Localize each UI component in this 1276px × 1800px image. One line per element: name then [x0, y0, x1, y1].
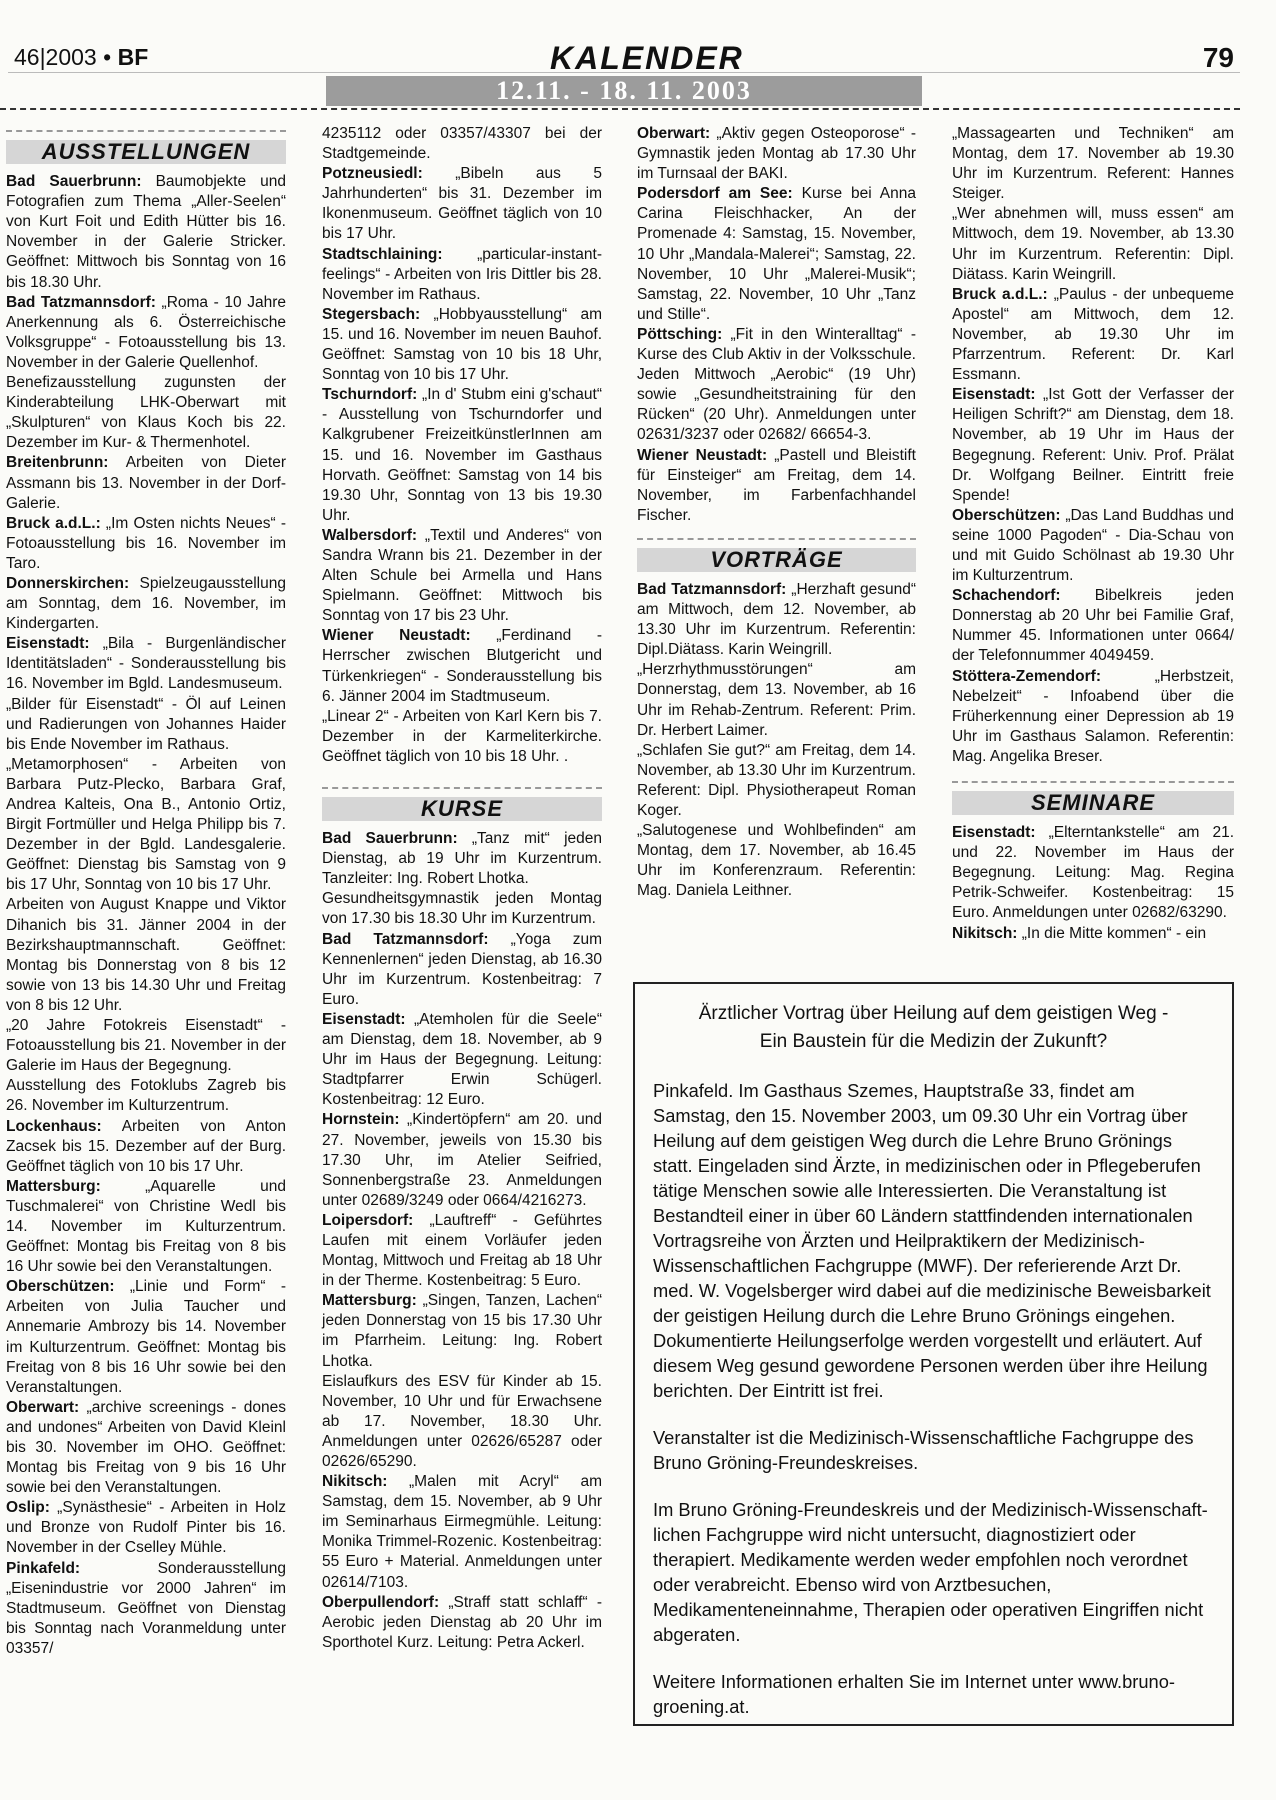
- event-place: Oslip:: [6, 1499, 50, 1517]
- event-entry: [637, 325, 916, 446]
- event-text: „Straff statt schlaff“ - Aerobic jeden Dienstag ab 20 Uhr im Sporthotel Kurz. Leitung: Petra Ackerl.: [322, 1593, 602, 1651]
- event-text: „Yoga zum Kennenlernen“ jeden Dienstag, ab 16.30 Uhr im Kurzentrum. Kostenbeitrag: 7 Euro.: [322, 930, 602, 1008]
- event-place: Stegersbach:: [322, 305, 421, 323]
- event-entry: [952, 385, 1234, 506]
- event-place: Mattersburg:: [6, 1177, 101, 1195]
- event-place: Bad Sauerbrunn:: [322, 830, 458, 848]
- event-entry: [6, 1398, 286, 1498]
- announcement-title: Ärztlicher Vortrag über Heilung auf dem geistigen Weg - Ein Baustein für die Medizin der Zukunft?: [698, 1003, 1169, 1052]
- event-list: [322, 124, 602, 767]
- event-place: Oberwart:: [6, 1398, 80, 1416]
- event-text: Spielzeugausstellung am Sonntag, dem 16. November, im Kindergarten.: [6, 574, 286, 633]
- event-entry: [6, 453, 286, 513]
- event-text: „Tanz mit“ jeden Dienstag, ab 19 Uhr im Kurzentrum. Tanzleiter: Ing. Robert Lhotka.: [322, 830, 602, 888]
- event-entry: [322, 889, 602, 929]
- announcement-paragraph: Im Bruno Gröning-Freundeskreis und der Medizinisch-Wissenschaft-lichen Fachgruppe wird nicht untersucht, diagnostiziert oder therapiert. Medikamente werden weder empfohlen noch verordnet oder verabreicht. Ebenso wird von Arztbesuchen, Medikamenteneinnahme, Therapien oder operativen Eingriffen nicht abgeraten.: [653, 1499, 1208, 1645]
- section-heading-ausstellungen: AUSSTELLUNGEN: [6, 130, 286, 164]
- event-place: Bad Tatzmannsdorf:: [6, 293, 156, 311]
- event-entry: [322, 829, 602, 889]
- event-entry: [6, 1177, 286, 1277]
- header-divider: [0, 108, 1240, 110]
- event-place: Walbersdorf:: [322, 526, 418, 544]
- event-entry: [322, 626, 602, 706]
- event-place: Oberschützen:: [952, 506, 1061, 524]
- announcement-paragraph: Veranstalter ist die Medizinisch-Wissenschaftliche Fachgruppe des Bruno Gröning-Freundeskreises.: [653, 1427, 1194, 1473]
- event-place: Tschurndorf:: [322, 386, 418, 404]
- event-place: Nikitsch:: [322, 1473, 388, 1491]
- event-place: Oberwart:: [637, 125, 711, 142]
- event-place: Eisenstadt:: [6, 635, 90, 653]
- event-text: 4235112 oder 03357/43307 bei der Stadtgemeinde.: [322, 125, 602, 163]
- event-entry: [6, 574, 286, 634]
- event-entry: [322, 124, 602, 164]
- event-text: „Herbstzeit, Nebelzeit“ - Infoabend über die Früherkennung einer Depression ab 19 Uhr im Gasthaus Salamon. Referentin: Mag. Angelika Breser.: [952, 667, 1234, 765]
- event-entry: [6, 514, 286, 574]
- event-text: „Elterntankstelle“ am 21. und 22. November im Haus der Begegnung. Leitung: Mag. Regina Petrik-Schweifer. Kostenbeitrag: 15 Euro. Anmeldungen unter 02682/63290.: [952, 824, 1234, 922]
- event-place: Bruck a.d.L.:: [952, 285, 1048, 303]
- event-entry: [6, 373, 286, 453]
- event-entry: [637, 741, 916, 821]
- event-entry: [637, 446, 916, 526]
- event-entry: [952, 285, 1234, 385]
- event-text: „Im Osten nichts Neues“ - Fotoausstellung bis 16. November im Taro.: [6, 514, 286, 572]
- event-text: „Textil und Anderes“ von Sandra Wrann bis 21. Dezember in der Alten Schule bei Armella und Hans Spielmann. Geöffnet: Mittwoch bis Sonntag von 17 bis 23 Uhr.: [322, 526, 602, 625]
- event-text: „Lauftreff“ - Geführtes Laufen mit einem Vorläufer jeden Montag, Mittwoch und Freitag ab 18 Uhr in der Therme. Kostenbeitrag: 5 Euro.: [322, 1211, 602, 1290]
- event-entry: [637, 821, 916, 901]
- event-text: „Fit in den Winteralltag“ - Kurse des Club Aktiv in der Volksschule. Jeden Mittwoch „Aerobic“ (19 Uhr) sowie „Gesundheitstraining für den Rücken“ (20 Uhr). Anmeldungen unter 02631/3237 oder 02682/ 66654-3.: [637, 325, 916, 444]
- event-entry: [6, 695, 286, 755]
- event-entry: [322, 707, 602, 767]
- event-text: „Paulus - der unbequeme Apostel“ am Mittwoch, dem 12. November, ab 19.30 Uhr im Pfarrzentrum. Referent: Dr. Karl Essmann.: [952, 285, 1234, 384]
- event-entry: [952, 586, 1234, 666]
- event-place: Wiener Neustadt:: [637, 446, 768, 464]
- event-entry: [6, 172, 286, 293]
- event-entry: [6, 634, 286, 694]
- event-text: „Singen, Tanzen, Lachen“ jeden Donnerstag von 15 bis 17.30 Uhr im Pfarrheim. Leitung: Ing. Robert Lhotka.: [322, 1292, 602, 1370]
- category-title: KALENDER: [550, 40, 744, 76]
- column-4: [952, 124, 1234, 944]
- event-place: Stadtschlaining:: [322, 245, 443, 263]
- event-entry: [6, 1559, 286, 1659]
- event-place: Donnerskirchen:: [6, 574, 130, 592]
- event-text: „archive screenings - dones and undones“ Arbeiten von David Kleinl bis 30. November im OHO. Geöffnet: Montag bis Freitag von 9 bis 16 Uhr sowie bei den Veranstaltungen.: [6, 1398, 286, 1497]
- event-place: Stöttera-Zemendorf:: [952, 667, 1101, 685]
- event-place: Eisenstadt:: [952, 824, 1036, 842]
- event-text: „Das Land Buddhas und seine 1000 Pagoden“ - Dia-Schau von und mit Guido Schölnast ab 19.30 Uhr im Kulturzentrum.: [952, 506, 1234, 585]
- event-place: Hornstein:: [322, 1111, 400, 1129]
- event-text: „In die Mitte kommen“ - ein: [1017, 924, 1207, 942]
- event-text: „Malen mit Acryl“ am Samstag, dem 15. November, ab 9 Uhr im Seminarhaus Eirmegmühle. Leitung: Monika Trimmel-Rozenic. Kostenbeitrag: 55 Euro + Material. Anmeldungen unter 02614/7103.: [322, 1473, 602, 1591]
- event-text: „Hobbyausstellung“ am 15. und 16. November im neuen Bauhof. Geöffnet: Samstag von 10 bis 18 Uhr, Sonntag von 10 bis 17 Uhr.: [322, 305, 602, 384]
- event-entry: [952, 667, 1234, 767]
- event-place: Bad Tatzmannsdorf:: [322, 930, 489, 948]
- event-text: Kurse bei Anna Carina Fleischhacker, An der Promenade 4: Samstag, 15. November, 10 Uhr „Mandala-Malerei“; Samstag, 22. November, 10 Uhr „Malerei-Musik“; Samstag, 22. November, 10 Uhr „Tanz und Stille“.: [637, 185, 916, 323]
- event-entry: [6, 895, 286, 1016]
- event-text: „In d' Stubm eini g'schaut“ - Ausstellung von Tschurndorfer und Kalkgrubener FreizeitkünstlerInnen am 15. und 16. November im Gasthaus Horvath. Geöffnet: Samstag von 14 bis 19.30 Uhr, Sonntag von 13 bis 19.30 Uhr.: [322, 386, 602, 524]
- event-text: Bibelkreis jeden Donnerstag ab 20 Uhr bei Familie Graf, Nummer 45. Informationen unter 0664/ der Telefonnummer 4049459.: [952, 587, 1234, 665]
- event-entry: [322, 1010, 602, 1110]
- event-place: Loipersdorf:: [322, 1211, 414, 1229]
- event-text: „Ferdinand - Herrscher zwischen Blutgericht und Türkenkriegen“ - Sonderausstellung bis 6. Jänner 2004 im Stadtmuseum.: [322, 627, 602, 705]
- event-entry: [952, 124, 1234, 204]
- event-text: „Bila - Burgenländischer Identitätsladen“ - Sonderausstellung bis 16. November im Bgld. Landesmuseum.: [6, 635, 286, 693]
- event-entry: [322, 930, 602, 1010]
- event-text: „Bibeln aus 5 Jahrhunderten“ bis 31. Dezember im Ikonenmuseum. Geöffnet täglich von 10 bis 17 Uhr.: [322, 165, 602, 243]
- event-place: Wiener Neustadt:: [322, 627, 471, 645]
- event-text: „Pastell und Bleistift für Einsteiger“ am Freitag, dem 14. November, im Farbenfachhandel Fischer.: [637, 446, 916, 524]
- event-text: „Linear 2“ - Arbeiten von Karl Kern bis 7. Dezember in der Karmeliterkirche. Geöffnet täglich von 10 bis 18 Uhr. .: [322, 707, 602, 765]
- event-text: Baumobjekte und Fotografien zum Thema „Aller-Seelen“ von Kurt Foit und Edith Hütter bis 16. November in der Galerie Stricker. Geöffnet: Mittwoch bis Sonntag von 16 bis 18.30 Uhr.: [6, 173, 287, 291]
- event-place: Oberpullendorf:: [322, 1593, 440, 1611]
- event-list: [322, 829, 602, 1653]
- event-list: [637, 124, 916, 526]
- column-2: [322, 124, 602, 1653]
- event-text: Arbeiten von August Knappe und Viktor Dihanich bis 31. Jänner 2004 in der Bezirkshauptmannschaft. Geöffnet: Montag bis Donnerstag von 8 bis 12 sowie von 13 bis 14.30 Uhr und Freitag von 8 bis 12 Uhr.: [6, 896, 286, 1014]
- event-entry: [6, 755, 286, 896]
- event-entry: [6, 1498, 286, 1558]
- event-text: „Salutogenese und Wohlbefinden“ am Montag, dem 17. November, ab 16.45 Uhr im Konferenzraum. Referentin: Mag. Daniela Leithner.: [637, 822, 916, 900]
- event-text: „Linie und Form“ - Arbeiten von Julia Taucher und Annemarie Ambrozy bis 14. November im Kulturzentrum. Geöffnet: Montag bis Freitag von 8 bis 16 Uhr sowie bei den Veranstaltungen.: [6, 1278, 286, 1396]
- event-entry: [6, 1277, 286, 1398]
- event-entry: [952, 924, 1234, 944]
- event-entry: [322, 305, 602, 385]
- event-entry: [322, 245, 602, 305]
- event-text: „Kindertöpfern“ am 20. und 27. November, jeweils von 15.30 bis 17.30 Uhr, im Atelier Seifried, Sonnenbergstraße 23. Anmeldungen unter 02689/3249 oder 0664/4216273.: [322, 1111, 602, 1209]
- event-entry: [6, 1016, 286, 1076]
- event-place: Eisenstadt:: [952, 386, 1036, 404]
- event-text: „Metamorphosen“ - Arbeiten von Barbara Putz-Plecko, Barbara Graf, Andrea Kalteis, Ona B., Antonio Ortiz, Birgit Fortmüller und Helga Philipp bis 7. Dezember in der Bgld. Landesgalerie. Geöffnet: Dienstag bis Samstag von 9 bis 17 Uhr, Sonntag von 10 bis 17 Uhr.: [6, 755, 286, 894]
- event-place: Nikitsch:: [952, 924, 1018, 942]
- event-text: „Aktiv gegen Osteoporose“ - Gymnastik jeden Montag ab 17.30 Uhr im Turnsaal der BAKI.: [637, 125, 916, 183]
- page-number: 79: [1202, 42, 1234, 73]
- event-entry: [322, 1593, 602, 1653]
- event-entry: [637, 580, 916, 660]
- section-heading-kurse: KURSE: [322, 787, 602, 821]
- event-entry: [322, 1291, 602, 1371]
- event-text: Ausstellung des Fotoklubs Zagreb bis 26. November im Kulturzentrum.: [6, 1077, 286, 1115]
- announcement-paragraph: Weitere Informationen erhalten Sie im Internet unter www.bruno-groening.at.: [653, 1671, 1175, 1717]
- event-text: „Ist Gott der Verfasser der Heiligen Schrift?“ am Dienstag, dem 18. November, ab 19 Uhr im Haus der Begegnung. Referent: Univ. Prof. Prälat Dr. Wolfgang Beilner. Eintritt freie Spende!: [952, 386, 1234, 504]
- event-entry: [322, 1472, 602, 1593]
- event-text: „Herzhaft gesund“ am Mittwoch, dem 12. November, ab 13.30 Uhr im Kurzentrum. Referentin: Dipl.Diätass. Karin Weingrill.: [637, 580, 916, 659]
- event-entry: [952, 506, 1234, 586]
- event-text: Eislaufkurs des ESV für Kinder ab 15. November, 10 Uhr und für Erwachsene ab 17. November, 18.30 Uhr. Anmeldungen unter 02626/65287 oder 02626/65290.: [322, 1372, 602, 1470]
- event-entry: [322, 526, 602, 626]
- event-place: Mattersburg:: [322, 1292, 417, 1310]
- event-entry: [952, 823, 1234, 923]
- event-text: „Bilder für Eisenstadt“ - Öl auf Leinen und Radierungen von Johannes Haider bis Ende November im Rathaus.: [6, 695, 286, 753]
- event-text: „20 Jahre Fotokreis Eisenstadt“ - Fotoausstellung bis 21. November in der Galerie im Haus der Begegnung.: [6, 1017, 286, 1075]
- event-text: „Roma - 10 Jahre Anerkennung als 6. Österreichische Volksgruppe“ - Fotoausstellung bis 13. November in der Galerie Quellenhof.: [6, 293, 286, 371]
- event-entry: [637, 660, 916, 740]
- event-place: Breitenbrunn:: [6, 454, 109, 472]
- event-entry: [322, 385, 602, 526]
- event-place: Bruck a.d.L.:: [6, 514, 101, 532]
- event-text: „Aquarelle und Tuschmalerei“ von Christine Wedl bis 14. November im Kulturzentrum. Geöffnet: Montag bis Freitag von 8 bis 16 Uhr sowie bei den Veranstaltungen.: [6, 1177, 286, 1276]
- event-entry: [322, 1211, 602, 1291]
- event-place: Oberschützen:: [6, 1278, 115, 1296]
- event-text: „Schlafen Sie gut?“ am Freitag, dem 14. November, ab 13.30 Uhr im Kurzentrum. Referent: Dipl. Physiotherapeut Roman Koger.: [637, 741, 916, 819]
- event-place: Pöttsching:: [637, 325, 723, 343]
- event-list: [637, 580, 916, 902]
- event-entry: [6, 1117, 286, 1177]
- event-text: „Atemholen für die Seele“ am Dienstag, dem 18. November, ab 9 Uhr im Haus der Begegnung. Leitung: Stadtpfarrer Erwin Schügerl. Kostenbeitrag: 12 Euro.: [322, 1010, 602, 1109]
- event-entry: [6, 293, 286, 373]
- event-text: Gesundheitsgymnastik jeden Montag von 17.30 bis 18.30 Uhr im Kurzentrum.: [322, 890, 602, 928]
- event-place: Schachendorf:: [952, 587, 1061, 605]
- event-list: [952, 823, 1234, 944]
- event-entry: [322, 1372, 602, 1472]
- announcement-paragraph: Pinkafeld. Im Gasthaus Szemes, Hauptstraße 33, findet am Samstag, den 15. November 2003, um 09.30 Uhr ein Vortrag über Heilung auf dem geistigen Weg durch die Lehre Bruno Grönings statt. Eingeladen sind Ärzte, in medizinischen oder in Pflegeberufen tätige Menschen sowie alle Interessierten. Die Veranstaltung ist Bestandteil einer in über 60 Ländern stattfindenden internationalen Vortragsreihe von Ärzten und Heilpraktikern der Medizinisch-Wissenschaftlichen Fachgruppe (MWF). Der referierende Arzt Dr. med. W. Vogelsberger wird dabei auf die medizinische Beweisbarkeit der geistigen Heilung durch die Lehre Bruno Grönings eingehen. Dokumentierte Heilungserfolge werden vorgestellt und erläutert. Auf diesem Weg gesund gewordene Personen werden über ihre Heilung berichten. Der Eintritt ist frei.: [653, 1080, 1211, 1401]
- event-entry: [952, 204, 1234, 284]
- event-text: Arbeiten von Anton Zacsek bis 15. Dezember auf der Burg. Geöffnet täglich von 10 bis 17 Uhr.: [6, 1117, 286, 1175]
- section-heading-vortraege: VORTRÄGE: [637, 538, 916, 572]
- event-place: Pinkafeld:: [6, 1559, 81, 1577]
- event-entry: [637, 124, 916, 184]
- event-entry: [637, 184, 916, 325]
- event-place: Potzneusiedl:: [322, 165, 423, 183]
- event-place: Eisenstadt:: [322, 1010, 406, 1028]
- event-place: Lockenhaus:: [6, 1117, 102, 1135]
- event-text: Benefizausstellung zugunsten der Kinderabteilung LHK-Oberwart mit „Skulpturen“ von Klaus Koch bis 22. Dezember im Kur- & Thermenhotel.: [6, 374, 286, 452]
- event-list: [6, 172, 286, 1659]
- event-place: Bad Tatzmannsdorf:: [637, 580, 787, 598]
- magazine-name: BF: [117, 44, 149, 70]
- event-text: Arbeiten von Dieter Assmann bis 13. November in der Dorf-Galerie.: [6, 454, 286, 512]
- column-3: [637, 124, 916, 901]
- page-header: [0, 0, 1276, 112]
- event-place: Podersdorf am See:: [637, 185, 793, 203]
- event-place: Bad Sauerbrunn:: [6, 173, 142, 191]
- event-entry: [6, 1076, 286, 1116]
- issue-label: 46|2003 • BF: [14, 44, 149, 70]
- date-range-band: 12.11. - 18. 11. 2003: [326, 76, 922, 106]
- event-text: „particular-instant-feelings“ - Arbeiten von Iris Dittler bis 28. November im Rathaus.: [322, 245, 602, 303]
- column-1: [6, 124, 286, 1659]
- event-text: „Synästhesie“ - Arbeiten in Holz und Bronze von Rudolf Pinter bis 16. November in der Cselley Mühle.: [6, 1499, 286, 1557]
- lecture-announcement-box: [633, 982, 1234, 1726]
- event-text: „Herzrhythmusstörungen“ am Donnerstag, dem 13. November, ab 16 Uhr im Rehab-Zentrum. Referent: Prim. Dr. Herbert Laimer.: [637, 661, 916, 739]
- section-heading-seminare: SEMINARE: [952, 781, 1234, 815]
- event-entry: [322, 1110, 602, 1210]
- event-text: „Wer abnehmen will, muss essen“ am Mittwoch, dem 19. November, ab 13.30 Uhr im Kurzentrum. Referentin: Dipl. Diätass. Karin Weingrill.: [952, 205, 1234, 283]
- event-entry: [322, 164, 602, 244]
- event-list: [952, 124, 1234, 767]
- event-text: „Massagearten und Techniken“ am Montag, dem 17. November ab 19.30 Uhr im Kurzentrum. Referent: Hannes Steiger.: [952, 125, 1234, 203]
- event-text: Sonderausstellung „Eisenindustrie vor 2000 Jahren“ im Stadtmuseum. Geöffnet von Dienstag bis Sonntag nach Voranmeldung unter 03357/: [6, 1559, 286, 1657]
